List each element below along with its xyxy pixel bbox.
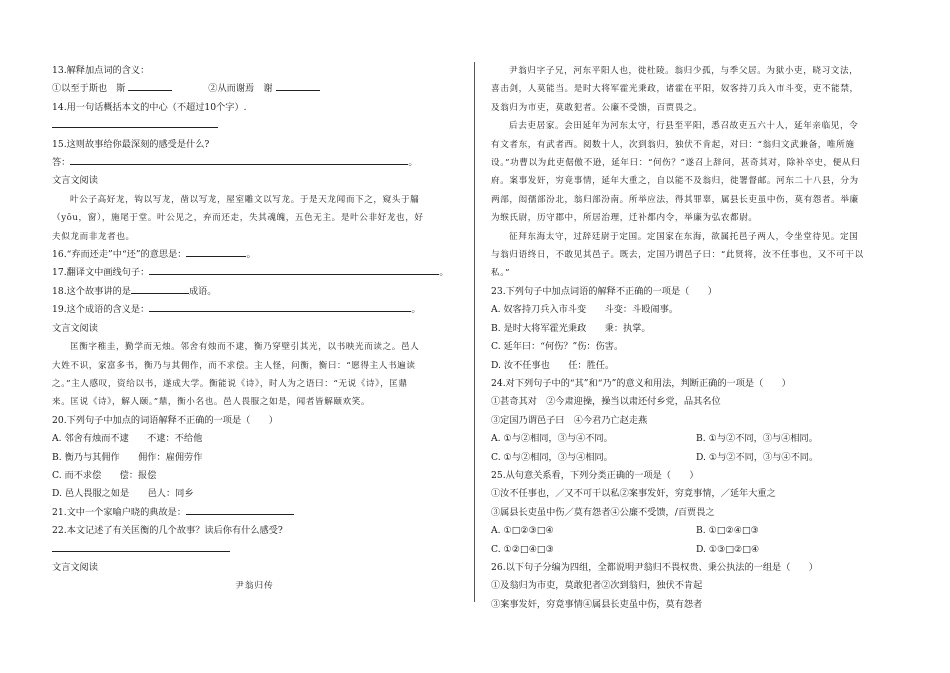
passage-3-line-2: 喜击剑，人莫能当。是时大将军霍光秉政，诸霍在平阳，奴客持刀兵入市斗变，吏不能禁，: [491, 84, 859, 95]
q13-blank-b[interactable]: [276, 80, 320, 91]
question-20: 20.下列句子中加点的词语解释不正确的一项是（ ）: [52, 414, 278, 426]
right-column: [491, 62, 901, 614]
q22-answer-line[interactable]: [52, 541, 457, 559]
q25-options-row-1: [491, 522, 901, 540]
passage-2-line-3: 之。”主人感叹，资给以书，遂成大学。衡能说《诗》，时人为之语曰：“无说《诗》，匡鼎: [52, 378, 408, 389]
q18-blank[interactable]: [131, 283, 189, 294]
q25-option-a[interactable]: A. ①□②③□④: [491, 525, 554, 537]
q25-option-b[interactable]: B. ①□②④□③: [696, 525, 759, 537]
passage-1-line-1: 叶公子高好龙，钩以写龙，凿以写龙，屋室雕文以写龙。于是天龙闻而下之，窥头于牖: [70, 194, 420, 205]
q20-option-d[interactable]: D. 邑人畏服之如是 邑人：同乡: [52, 488, 194, 500]
q24-option-a[interactable]: A. ①与②相同，③与④不同。: [491, 433, 613, 445]
passage-3-line-10: 征拜东海太守，过辞廷尉于定国。定国家在东海，欲属托邑子两人，令坐堂待见。定国: [509, 231, 859, 242]
section-title-3: 文言文阅读: [52, 561, 98, 573]
q20-option-c[interactable]: C. 而不求偿 偿：报偿: [52, 469, 157, 481]
question-21: [52, 504, 457, 522]
section-title-1: 文言文阅读: [52, 175, 98, 187]
q24-sentences-2: ③定国乃谓邑子曰 ④今君乃亡赵走燕: [491, 414, 648, 426]
passage-3-line-6: 设。”功曹以为此吏倨傲不逊，延年曰：“何伤？”遂召上辞问，甚奇其对，除补卒史，便从归: [491, 158, 861, 169]
question-18: [52, 283, 457, 301]
q18-suffix: 成语。: [188, 285, 217, 297]
question-19: 19.这个成语的含义是： 。: [52, 301, 457, 319]
passage-3-line-4: 后去吏居家。会田延年为河东太守，行县至平阳，悉召故吏五六十人，延年亲临见，令: [509, 121, 859, 132]
passage-3-line-1: 尹翁归字子兄，河东平阳人也，徙杜陵。翁归少孤，与季父居。为狱小吏，晓习文法，: [509, 66, 859, 76]
q19-text: 19.这个成语的含义是：: [52, 304, 150, 316]
q20-option-b[interactable]: B. 衡乃与其佣作 佣作：雇佣劳作: [52, 451, 203, 463]
q15-answer-line[interactable]: 答： 。: [52, 154, 457, 172]
q15-answer-prefix: 答：: [52, 157, 71, 169]
q24-sentences-1: ①甚奇其对 ②今肃迎操，操当以肃还付乡党，品其名位: [491, 396, 721, 408]
q24-option-b[interactable]: B. ①与②不同，③与④相同。: [696, 433, 818, 445]
question-14: 14.用一句话概括本文的中心（不超过10个字）.: [52, 101, 247, 113]
passage-2-line-1: 匡衡字稚圭，勤学而无烛。邻舍有烛而不逮，衡乃穿壁引其光，以书映光而读之。邑人: [70, 342, 420, 353]
passage-1-line-2: （yōu，窗），施尾于堂。叶公见之，弃而还走，失其魂魄，五色无主。是叶公非好龙也，好: [52, 213, 424, 224]
question-13-items: [52, 80, 457, 98]
passage-3-line-7: 府。案事发奸，穷竟事情，延年大重之，自以能不及翁归，徙署督邮。河东二十八县，分为: [491, 176, 859, 187]
q16-text: 16.“弃而还走”中“还”的意思是：: [52, 249, 187, 261]
q13-item-a: ①以至于斯也 斯: [52, 83, 126, 95]
section-title-2: 文言文阅读: [52, 322, 98, 334]
passage-3-line-11: 与翁归语终日，不敢见其邑子。既去，定国乃谓邑子曰：“此贤将，汝不任事也，又不可干以: [491, 250, 864, 261]
q20-option-a[interactable]: A. 邻舍有烛而不逮 不逮：不给他: [52, 433, 203, 445]
q23-option-d[interactable]: D. 汝不任事也 任：胜任。: [491, 359, 615, 371]
q17-text: 17.翻译文中画线句子：: [52, 267, 150, 279]
q21-blank[interactable]: [186, 504, 294, 515]
left-column: [52, 62, 457, 596]
q25-options-row-2: [491, 541, 901, 559]
question-17: 17.翻译文中画线句子： 。: [52, 264, 457, 282]
q25-sentences-1: ①汝不任事也，／又不可干以私②案事发奸，穷竟事情，／延年大重之: [491, 488, 776, 500]
passage-3-line-3: 及翁归为市吏，莫敢犯者。公廉不受馈，百贾畏之。: [491, 102, 703, 113]
q19-blank[interactable]: [149, 301, 411, 312]
q25-sentences-2: ③属县长吏虽中伤／莫有怨者④公廉不受馈，/百贾畏之: [491, 506, 715, 518]
question-13: 13.解释加点词的含义：: [52, 65, 150, 76]
q23-option-c[interactable]: C. 延年曰：“何伤？”伤：伤害。: [491, 341, 624, 353]
column-divider: [474, 62, 475, 602]
question-25: 25.从句意关系看，下列分类正确的一项是（ ）: [491, 469, 699, 481]
q23-option-a[interactable]: A. 奴客持刀兵入市斗变 斗变：斗殴闹事。: [491, 304, 679, 316]
q26-sentences-1: ①及翁归为市吏，莫敢犯者②次到翁归，独伏不肯起: [491, 580, 703, 592]
passage-3-line-9: 为缑氏尉，历守郡中，所居治理，迁补都内令，举廉为弘农都尉。: [491, 213, 758, 224]
question-23: 23.下列句子中加点词语的解释不正确的一项是（ ）: [491, 285, 717, 297]
q13-blank-a[interactable]: [128, 80, 172, 91]
q25-option-c[interactable]: C. ①②□④□③: [491, 543, 554, 555]
q24-options-row-1: [491, 430, 901, 448]
q13-item-b: ②从而谢焉 谢: [208, 83, 273, 95]
q17-blank[interactable]: [149, 264, 439, 275]
q14-answer-line[interactable]: [52, 117, 457, 135]
question-24: 24.对下列句子中的“其”和“乃”的意义和用法，判断正确的一项是（ ）: [491, 377, 791, 389]
passage-1-line-3: 夫似龙而非龙者也。: [52, 231, 135, 242]
question-22: 22.本文记述了有关匡衡的几个故事？读后你有什么感受?: [52, 525, 283, 537]
q24-option-c[interactable]: C. ①与②相同，③与④相同。: [491, 451, 613, 463]
q23-option-b[interactable]: B. 是时大将军霍光秉政 秉：执掌。: [491, 322, 651, 334]
passage-2-line-2: 大姓不识，家富多书，衡乃与其佣作，而不求偿。主人怪，问衡，衡曰：“愿得主人书遍读: [52, 360, 416, 371]
q24-options-row-2: [491, 449, 901, 467]
q16-blank[interactable]: [186, 246, 246, 257]
passage-3-line-8: 两部，闳孺部汾北，翁归部汾南。所举应法，得其罪辜，属县长吏虽中伤，莫有怨者。举廉: [491, 194, 859, 205]
question-15: 15.这则故事给你最深刻的感受是什么?: [52, 138, 210, 150]
question-16: 16.“弃而还走”中“还”的意思是： 。: [52, 246, 457, 264]
q26-sentences-2: ③案事发奸，穷竟事情④属县长吏虽中伤，莫有怨者: [491, 598, 703, 610]
passage-2-line-4: 来。匡说《诗》，解人颐。”鼎，衡小名也。邑人畏服之如是，闻者皆解颐欢笑。: [52, 397, 371, 408]
q24-option-d[interactable]: D. ①与②不同，③与④不同。: [696, 451, 819, 463]
passage-3-title: 尹翁归传: [235, 581, 274, 592]
passage-3-line-12: 私。”: [491, 268, 511, 279]
q25-option-d[interactable]: D. ①③□②□④: [696, 543, 760, 555]
question-26: 26.以下句子分编为四组，全都说明尹翁归不畏权贵、秉公执法的一组是（ ）: [491, 561, 818, 573]
q18-prefix: 18.这个故事讲的是: [52, 285, 131, 297]
passage-3-line-5: 有文者东，有武者西。阅数十人，次到翁归，独伏不肯起，对曰：“翁归文武兼备，唯所施: [491, 139, 855, 150]
q21-text: 21.文中一个家喻户晓的典故是：: [52, 506, 187, 518]
